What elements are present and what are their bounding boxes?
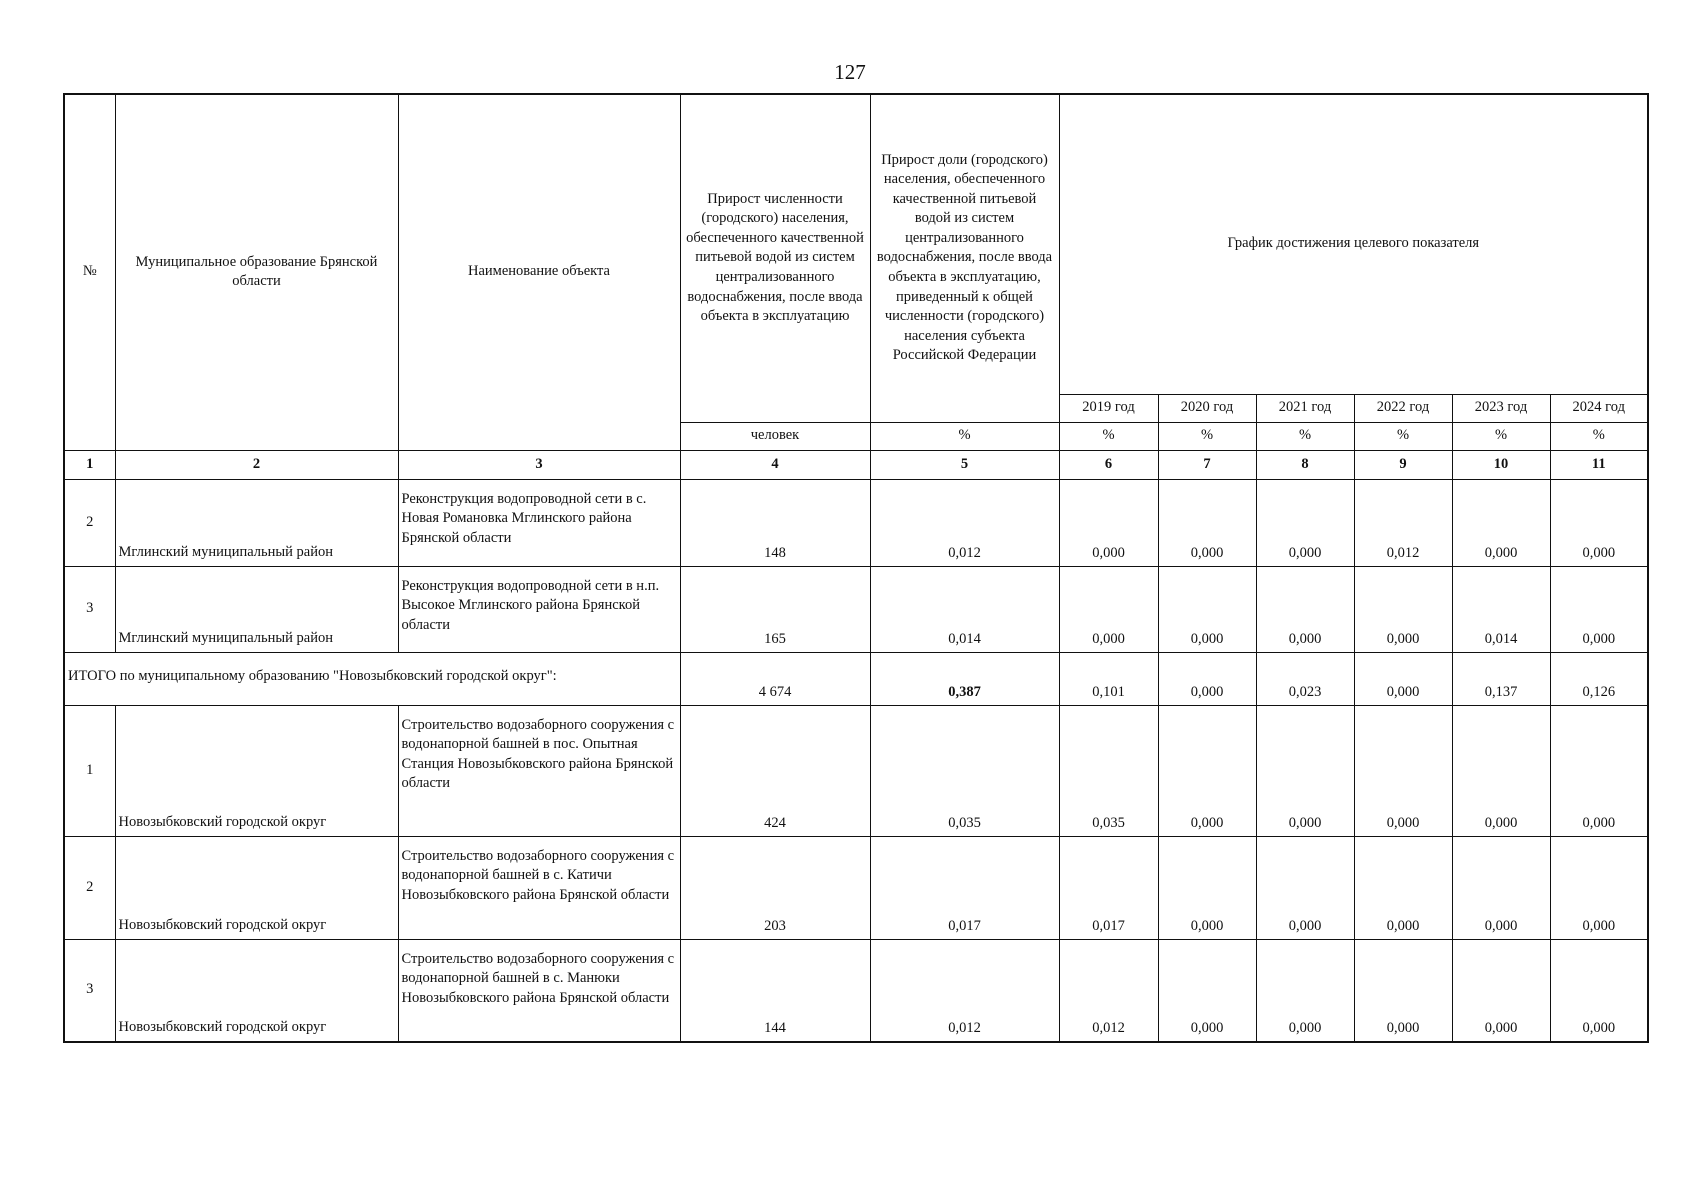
total-share: 0,387 bbox=[870, 652, 1059, 705]
row-number: 3 bbox=[64, 566, 115, 652]
row-municipality: Мглинский муниципальный район bbox=[115, 479, 398, 566]
row-year-value: 0,000 bbox=[1354, 705, 1452, 836]
column-number: 10 bbox=[1452, 450, 1550, 479]
table-row bbox=[64, 566, 1648, 652]
row-year-value: 0,000 bbox=[1354, 939, 1452, 1042]
row-object: Строительство водозаборного сооружения с водонапорной башней в с. Катичи Новозыбковского района Брянской области bbox=[398, 836, 680, 939]
row-year-value: 0,000 bbox=[1059, 479, 1158, 566]
row-object: Реконструкция водопроводной сети в н.п. Высокое Мглинского района Брянской области bbox=[398, 566, 680, 652]
row-people: 203 bbox=[680, 836, 870, 939]
row-municipality: Новозыбковский городской округ bbox=[115, 939, 398, 1042]
row-municipality: Новозыбковский городской округ bbox=[115, 705, 398, 836]
column-number: 6 bbox=[1059, 450, 1158, 479]
table-row bbox=[64, 939, 1648, 1042]
row-year-value: 0,000 bbox=[1452, 939, 1550, 1042]
row-year-value: 0,017 bbox=[1059, 836, 1158, 939]
column-number: 3 bbox=[398, 450, 680, 479]
header-year: 2023 год bbox=[1452, 394, 1550, 422]
column-number: 11 bbox=[1550, 450, 1648, 479]
row-year-value: 0,000 bbox=[1256, 479, 1354, 566]
column-number: 1 bbox=[64, 450, 115, 479]
row-year-value: 0,012 bbox=[1059, 939, 1158, 1042]
row-year-value: 0,000 bbox=[1550, 939, 1648, 1042]
row-municipality: Мглинский муниципальный район bbox=[115, 566, 398, 652]
row-year-value: 0,000 bbox=[1059, 566, 1158, 652]
header-year: 2022 год bbox=[1354, 394, 1452, 422]
target-indicator-table bbox=[63, 93, 1649, 1043]
header-schedule: График достижения целевого показателя bbox=[1059, 94, 1648, 394]
unit-percent: % bbox=[1158, 422, 1256, 450]
row-share: 0,035 bbox=[870, 705, 1059, 836]
header-year: 2020 год bbox=[1158, 394, 1256, 422]
row-year-value: 0,000 bbox=[1550, 705, 1648, 836]
row-object: Строительство водозаборного сооружения с водонапорной башней в с. Манюки Новозыбковского района Брянской области bbox=[398, 939, 680, 1042]
row-year-value: 0,000 bbox=[1550, 566, 1648, 652]
total-row bbox=[64, 652, 1648, 705]
header-municipality: Муниципальное образование Брянской области bbox=[115, 94, 398, 450]
unit-percent: % bbox=[1550, 422, 1648, 450]
row-year-value: 0,000 bbox=[1256, 939, 1354, 1042]
row-year-value: 0,000 bbox=[1452, 836, 1550, 939]
header-object: Наименование объекта bbox=[398, 94, 680, 450]
total-label: ИТОГО по муниципальному образованию "Новозыбковский городской округ": bbox=[64, 652, 680, 705]
row-year-value: 0,035 bbox=[1059, 705, 1158, 836]
table-row bbox=[64, 836, 1648, 939]
unit-percent: % bbox=[870, 422, 1059, 450]
total-year-value: 0,101 bbox=[1059, 652, 1158, 705]
row-object: Строительство водозаборного сооружения с водонапорной башней в пос. Опытная Станция Новозыбковского района Брянской области bbox=[398, 705, 680, 836]
column-number: 4 bbox=[680, 450, 870, 479]
total-year-value: 0,000 bbox=[1158, 652, 1256, 705]
row-year-value: 0,000 bbox=[1158, 705, 1256, 836]
unit-percent: % bbox=[1354, 422, 1452, 450]
row-municipality: Новозыбковский городской округ bbox=[115, 836, 398, 939]
row-share: 0,014 bbox=[870, 566, 1059, 652]
row-people: 424 bbox=[680, 705, 870, 836]
row-share: 0,012 bbox=[870, 939, 1059, 1042]
column-number: 9 bbox=[1354, 450, 1452, 479]
row-year-value: 0,000 bbox=[1158, 566, 1256, 652]
row-number: 2 bbox=[64, 836, 115, 939]
table-row bbox=[64, 705, 1648, 836]
row-year-value: 0,012 bbox=[1354, 479, 1452, 566]
row-year-value: 0,014 bbox=[1452, 566, 1550, 652]
row-year-value: 0,000 bbox=[1354, 566, 1452, 652]
row-year-value: 0,000 bbox=[1550, 479, 1648, 566]
row-year-value: 0,000 bbox=[1158, 479, 1256, 566]
total-year-value: 0,137 bbox=[1452, 652, 1550, 705]
total-people: 4 674 bbox=[680, 652, 870, 705]
table-row bbox=[64, 479, 1648, 566]
unit-percent: % bbox=[1452, 422, 1550, 450]
row-object: Реконструкция водопроводной сети в с. Новая Романовка Мглинского района Брянской области bbox=[398, 479, 680, 566]
row-people: 144 bbox=[680, 939, 870, 1042]
row-year-value: 0,000 bbox=[1256, 705, 1354, 836]
header-no: № bbox=[64, 94, 115, 450]
row-year-value: 0,000 bbox=[1256, 836, 1354, 939]
header-row bbox=[64, 94, 1648, 394]
row-year-value: 0,000 bbox=[1354, 836, 1452, 939]
unit-people: человек bbox=[680, 422, 870, 450]
header-population-growth: Прирост численности (городского) населения, обеспеченного качественной питьевой водой из систем централизованного водоснабжения, после ввода объекта в эксплуатацию bbox=[680, 94, 870, 422]
row-people: 165 bbox=[680, 566, 870, 652]
row-people: 148 bbox=[680, 479, 870, 566]
row-share: 0,012 bbox=[870, 479, 1059, 566]
row-year-value: 0,000 bbox=[1158, 939, 1256, 1042]
row-number: 1 bbox=[64, 705, 115, 836]
unit-percent: % bbox=[1059, 422, 1158, 450]
column-number: 7 bbox=[1158, 450, 1256, 479]
page-number: 127 bbox=[834, 60, 866, 84]
header-year: 2024 год bbox=[1550, 394, 1648, 422]
row-number: 3 bbox=[64, 939, 115, 1042]
total-year-value: 0,000 bbox=[1354, 652, 1452, 705]
row-year-value: 0,000 bbox=[1256, 566, 1354, 652]
row-year-value: 0,000 bbox=[1550, 836, 1648, 939]
total-year-value: 0,023 bbox=[1256, 652, 1354, 705]
column-numbers-row bbox=[64, 450, 1648, 479]
column-number: 5 bbox=[870, 450, 1059, 479]
row-year-value: 0,000 bbox=[1452, 479, 1550, 566]
header-share-growth: Прирост доли (городского) населения, обеспеченного качественной питьевой водой из систем централизованного водоснабжения, после ввода объекта в эксплуатацию, приведенный к общей численности (городского) населения субъекта Российской Федерации bbox=[870, 94, 1059, 422]
column-number: 2 bbox=[115, 450, 398, 479]
total-year-value: 0,126 bbox=[1550, 652, 1648, 705]
row-number: 2 bbox=[64, 479, 115, 566]
header-year: 2021 год bbox=[1256, 394, 1354, 422]
unit-percent: % bbox=[1256, 422, 1354, 450]
column-number: 8 bbox=[1256, 450, 1354, 479]
header-year: 2019 год bbox=[1059, 394, 1158, 422]
row-year-value: 0,000 bbox=[1452, 705, 1550, 836]
row-year-value: 0,000 bbox=[1158, 836, 1256, 939]
row-share: 0,017 bbox=[870, 836, 1059, 939]
